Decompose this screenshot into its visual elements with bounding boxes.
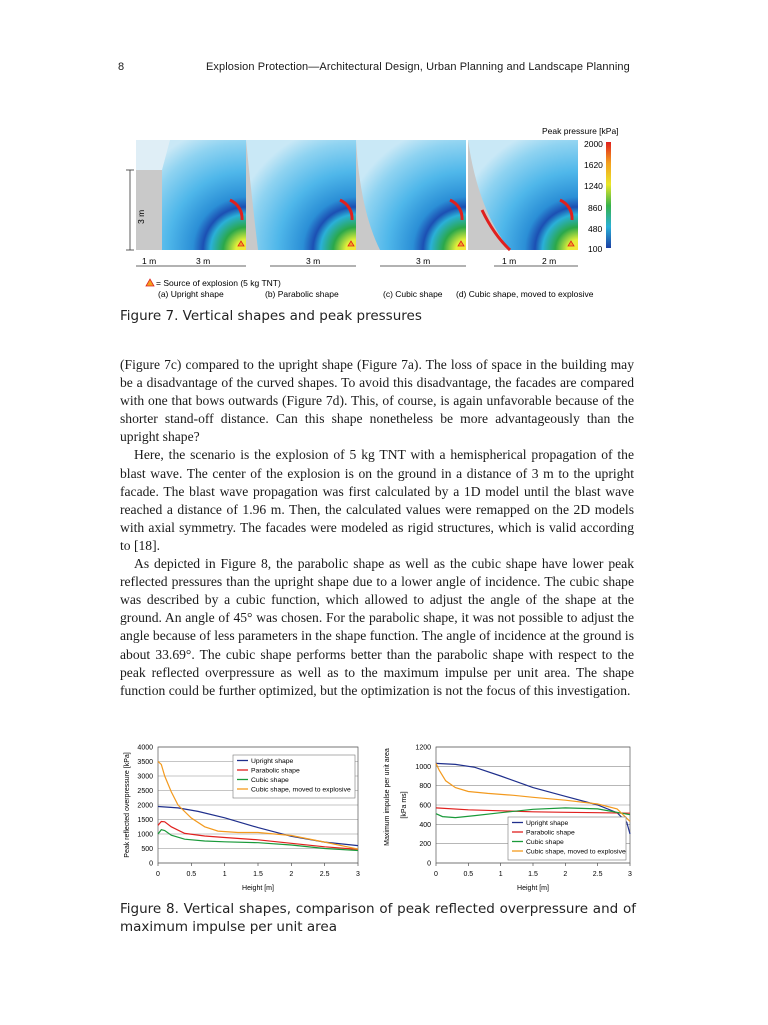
chart-impulse bbox=[380, 735, 638, 895]
y-axis-label: Maximum impulse per unit area bbox=[384, 748, 391, 846]
legend-label: Cubic shape bbox=[251, 777, 289, 784]
y-tick-label: 0 bbox=[149, 860, 153, 868]
x-tick-label: 2.5 bbox=[592, 871, 603, 878]
x-tick-label: 0.5 bbox=[463, 871, 474, 878]
x-tick-label: 0 bbox=[434, 871, 438, 878]
legend bbox=[508, 817, 626, 860]
y-tick-label: 3500 bbox=[137, 759, 153, 766]
svg-text:1 m: 1 m bbox=[502, 256, 517, 266]
y-tick-label: 4000 bbox=[137, 744, 153, 752]
series-line bbox=[158, 822, 358, 850]
x-tick-label: 1 bbox=[498, 871, 503, 878]
panel-parabolic bbox=[246, 140, 356, 250]
x-tick-label: 0.5 bbox=[186, 871, 197, 878]
svg-text:3 m: 3 m bbox=[196, 256, 211, 266]
paragraph: As depicted in Figure 8, the parabolic shape as well as the cubic shape have lower peak reflected pressures than the upright shape due to a lower angle of incidence. The cubic shape was described by a cubic function, which allowed to adjust the angle of the shape at the ground. An angle of 45° was chosen. For the parabolic shape, it was not possible to adjust the angle because of less parameters in the shape function. The angle of incidence at the ground is about 33.69°. The cubic shape performs better than the parabolic shape with respect to the peak reflected overpressure as well as to the maximum impulse per unit area. The shape function could be further optimized, but the optimization is not the focus of this investigation. bbox=[120, 556, 634, 698]
y-tick-label: 3000 bbox=[137, 773, 153, 781]
svg-text:860: 860 bbox=[588, 203, 603, 213]
y-tick-label: 1000 bbox=[415, 763, 431, 771]
x-tick-label: 2.5 bbox=[319, 871, 330, 878]
y-tick-label: 2500 bbox=[137, 788, 153, 795]
x-tick-label: 1.5 bbox=[528, 871, 538, 878]
y-tick-label: 500 bbox=[141, 846, 153, 853]
x-tick-label: 0 bbox=[156, 871, 160, 878]
colorbar-title: Peak pressure [kPa] bbox=[542, 126, 619, 136]
x-tick-label: 3 bbox=[356, 871, 360, 878]
panel-upright bbox=[136, 140, 246, 250]
figure7-caption: Figure 7. Vertical shapes and peak pressures bbox=[120, 308, 422, 324]
y-tick-label: 1500 bbox=[137, 817, 153, 824]
y-axis-label-unit: [kPa ms] bbox=[401, 791, 408, 819]
svg-text:2000: 2000 bbox=[584, 139, 603, 149]
y-tick-label: 200 bbox=[419, 841, 431, 849]
x-tick-label: 1 bbox=[222, 871, 227, 878]
svg-text:2 m: 2 m bbox=[542, 256, 557, 266]
legend bbox=[233, 755, 355, 798]
chart-overpressure bbox=[118, 735, 368, 895]
svg-text:480: 480 bbox=[588, 224, 603, 234]
panel-cubic bbox=[356, 140, 466, 250]
legend-label: Upright shape bbox=[526, 820, 569, 827]
x-tick-label: 3 bbox=[628, 871, 632, 878]
series-line bbox=[436, 808, 630, 813]
page-number: 8 bbox=[118, 61, 125, 73]
x-axis-label: Height [m] bbox=[517, 885, 549, 892]
figure8-caption: Figure 8. Vertical shapes, comparison of peak reflected overpressure and of maximum impulse per unit area bbox=[120, 901, 636, 935]
body-text bbox=[120, 356, 634, 700]
y-tick-label: 400 bbox=[419, 821, 431, 829]
dim-height: 3 m bbox=[136, 209, 146, 224]
y-tick-label: 1200 bbox=[415, 744, 431, 752]
x-axis-label: Height [m] bbox=[242, 885, 274, 892]
legend-label: Parabolic shape bbox=[251, 767, 300, 775]
legend-label: Parabolic shape bbox=[526, 829, 575, 837]
legend-label: Cubic shape, moved to explosive bbox=[251, 786, 351, 794]
explosion-source-legend: = Source of explosion (5 kg TNT) bbox=[156, 278, 281, 288]
legend-label: Cubic shape, moved to explosive bbox=[526, 848, 626, 856]
running-title: Explosion Protection—Architectural Design, Urban Planning and Landscape Planning bbox=[206, 61, 630, 73]
x-tick-label: 2 bbox=[563, 871, 568, 878]
y-axis-label: Peak reflected overpressure [kPa] bbox=[124, 752, 131, 858]
svg-text:3 m: 3 m bbox=[306, 256, 321, 266]
svg-text:100: 100 bbox=[588, 244, 603, 254]
y-tick-label: 600 bbox=[419, 802, 431, 810]
svg-text:3 m: 3 m bbox=[416, 256, 431, 266]
y-tick-label: 800 bbox=[419, 783, 431, 791]
y-tick-label: 1000 bbox=[137, 831, 153, 839]
paragraph: (Figure 7c) compared to the upright shape (Figure 7a). The loss of space in the building may be a disadvantage of the curved shapes. To avoid this disadvantage, the facades are compared with one that bows outwards (Figure 7d). This, of course, is again unfavorable because of the shorter stand-off distance. Can this shape nonetheless be more advantageously than the upright shape? bbox=[120, 357, 634, 445]
figure7-illustration bbox=[110, 120, 650, 302]
svg-text:1 m: 1 m bbox=[142, 256, 157, 266]
panel-cubic-moved bbox=[468, 140, 578, 250]
legend-label: Upright shape bbox=[251, 758, 294, 765]
colorbar bbox=[606, 142, 611, 248]
svg-text:(d) Cubic shape, moved to expl: (d) Cubic shape, moved to explosive bbox=[456, 289, 594, 299]
x-tick-label: 1.5 bbox=[253, 871, 263, 878]
paragraph: Here, the scenario is the explosion of 5 kg TNT with a hemispherical propagation of the blast wave. The center of the explosion is on the ground in a distance of 3 m to the upright facade. The blast wave propagation was first calculated by a 1D model until the blast wave reached a distance of 1.96 m. Then, the calculated values were remapped on the 2D models with axial symmetry. The facades were modeled as rigid structures, which is valid according to [18]. bbox=[120, 447, 634, 553]
legend-label: Cubic shape bbox=[526, 839, 564, 846]
y-tick-label: 2000 bbox=[137, 802, 153, 810]
x-tick-label: 2 bbox=[289, 871, 294, 878]
explosion-source-icon bbox=[146, 279, 154, 286]
svg-text:1240: 1240 bbox=[584, 181, 603, 191]
svg-text:(c) Cubic shape: (c) Cubic shape bbox=[383, 289, 443, 299]
y-tick-label: 0 bbox=[427, 860, 431, 868]
svg-text:(a) Upright shape: (a) Upright shape bbox=[158, 289, 224, 299]
svg-text:(b) Parabolic shape: (b) Parabolic shape bbox=[265, 289, 339, 299]
svg-text:1620: 1620 bbox=[584, 160, 603, 170]
